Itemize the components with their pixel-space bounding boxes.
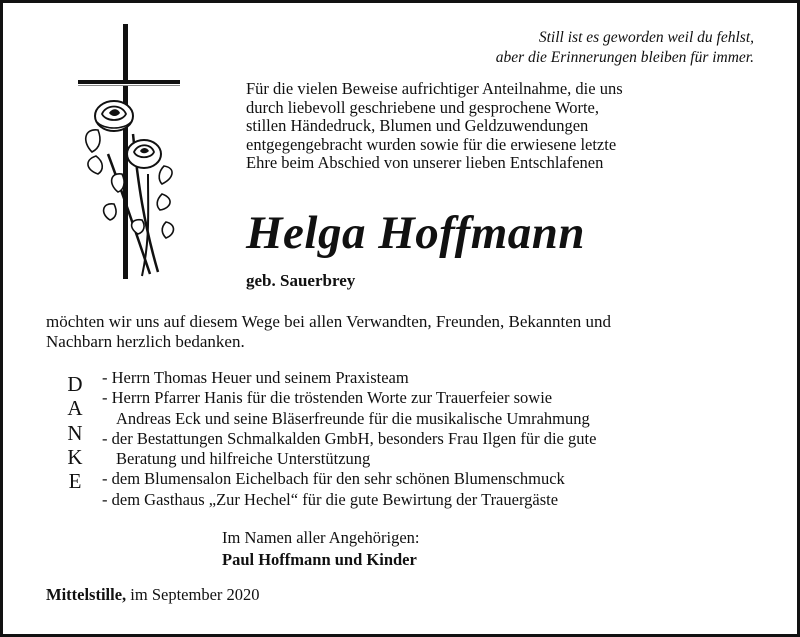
motto-line-1: Still ist es geworden weil du fehlst, <box>538 29 754 46</box>
motto <box>434 28 754 68</box>
thanks-text-line-1: möchten wir uns auf diesem Wege bei allen Verwandten, Freunden, Bekannten und <box>46 312 611 331</box>
list-item-line: Beratung und hilfreiche Unterstützung <box>116 449 371 469</box>
thanks-text-line-2: Nachbarn herzlich bedanken. <box>46 332 245 351</box>
danke-letter: A <box>67 396 83 421</box>
intro-line: stillen Händedruck, Blumen und Geldzuwendungen <box>246 116 589 136</box>
signature-intro: Im Namen aller Angehörigen: <box>222 528 420 547</box>
list-item <box>102 388 702 429</box>
list-item-line: Andreas Eck und seine Bläserfreunde für die musikalische Umrahmung <box>116 408 590 428</box>
danke-letter: D <box>67 372 83 396</box>
signature-names: Paul Hoffmann und Kinder <box>222 550 417 569</box>
place: Mittelstille, <box>46 585 127 604</box>
danke-letter: E <box>68 469 82 494</box>
deceased-name: Helga Hoffmann <box>246 207 586 259</box>
cross-with-roses-icon <box>78 24 184 282</box>
intro-line: Für die vielen Beweise aufrichtiger Anteilnahme, die uns <box>246 79 623 98</box>
list-item: - Herrn Thomas Heuer und seinem Praxisteam <box>102 368 409 387</box>
intro-text <box>246 80 716 173</box>
intro-line: Ehre beim Abschied von unserer lieben Entschlafenen <box>246 153 604 173</box>
list-item-line: - der Bestattungen Schmalkalden GmbH, besonders Frau Ilgen für die gute <box>102 428 597 448</box>
danke-vertical <box>60 372 90 493</box>
thanks-text <box>46 312 746 352</box>
birth-name: geb. Sauerbrey <box>246 271 356 290</box>
list-item <box>102 429 702 470</box>
list-item-line: - Herrn Pfarrer Hanis für die tröstenden Worte zur Trauerfeier sowie <box>102 388 553 408</box>
intro-line: entgegengebracht wurden sowie für die erwiesene letzte <box>246 134 617 154</box>
place-date <box>46 585 260 605</box>
intro-line: durch liebevoll geschriebene und gesprochene Worte, <box>246 97 599 117</box>
danke-letter: K <box>67 444 83 469</box>
thanks-list <box>102 368 702 510</box>
list-item: - dem Blumensalon Eichelbach für den sehr schönen Blumenschmuck <box>102 469 565 489</box>
date: im September 2020 <box>130 585 260 604</box>
list-item: - dem Gasthaus „Zur Hechel“ für die gute Bewirtung der Trauergäste <box>102 489 559 509</box>
danke-letter: N <box>67 420 83 445</box>
motto-line-2: aber die Erinnerungen bleiben für immer. <box>495 49 754 66</box>
